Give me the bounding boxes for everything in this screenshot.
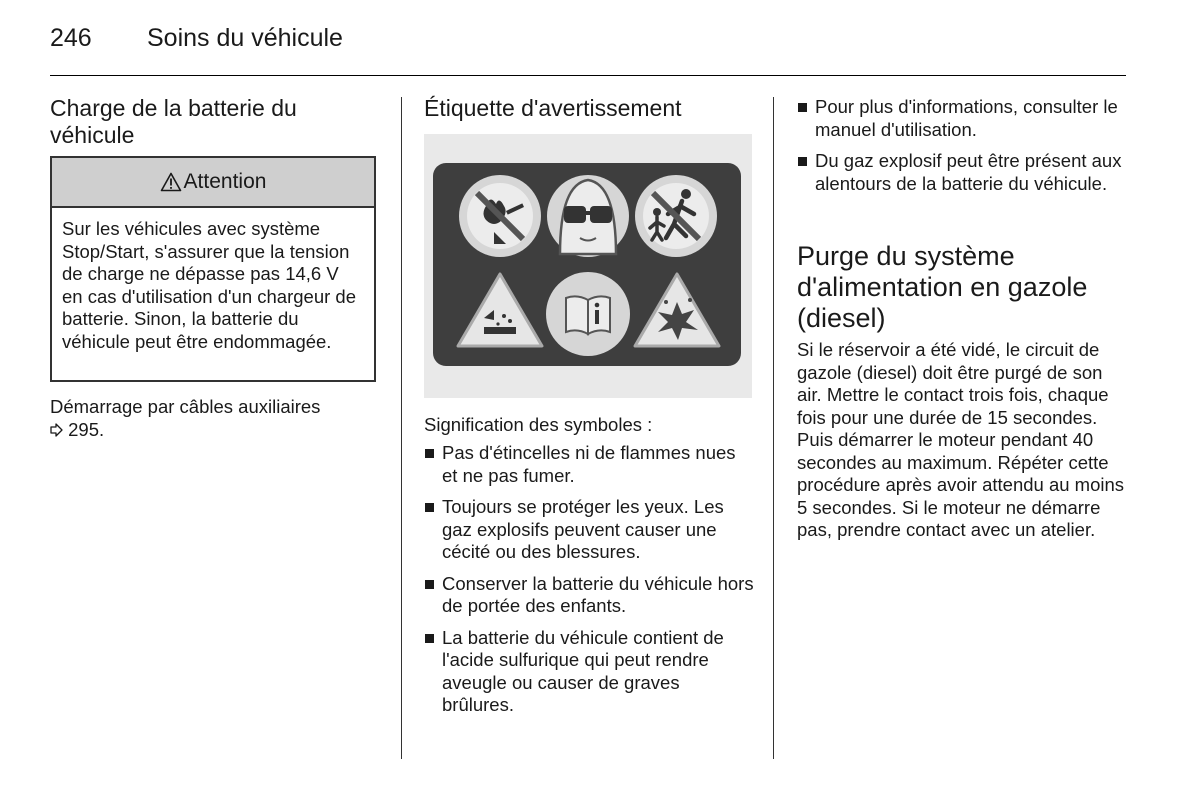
page-number: 246 — [50, 24, 92, 52]
attention-text: Sur les véhicules avec système Stop/Start, s'assurer que la tension de charge ne dépasse pas 14,6 V en cas d'utilisation d'un chargeur de batterie. Sinon, la batterie du véhicule peut être endommagée. — [62, 218, 357, 352]
bullet — [425, 634, 434, 643]
column-divider — [401, 97, 402, 759]
attention-box — [50, 156, 376, 382]
bullet — [425, 580, 434, 589]
list-item: Pour plus d'informations, consulter le manuel d'utilisation. — [797, 96, 1129, 141]
symbols-intro: Signification des symboles : — [424, 414, 653, 435]
symbols-list — [424, 442, 754, 726]
header-divider — [50, 75, 1126, 76]
read-manual-icon — [546, 272, 630, 356]
column-divider — [773, 97, 774, 759]
bullet — [425, 449, 434, 458]
jump-start-paragraph — [50, 396, 370, 441]
cross-reference-arrow-icon — [50, 423, 63, 437]
jump-start-text: Démarrage par câbles auxiliaires — [50, 396, 321, 417]
fuel-purge-text: Si le réservoir a été vidé, le circuit de gazole (diesel) doit être purgé de son air. Mettre le contact trois fois, chaque fois pour une durée de 15 secondes. Puis démarrer le moteur pendant 40 secondes au maximum. Répéter cette procédure après avoir attendu au moins 5 secondes. Si le moteur ne démarre pas, prendre contact avec un atelier. — [797, 339, 1125, 540]
warning-triangle-icon — [160, 172, 182, 192]
attention-title: Attention — [183, 170, 267, 193]
list-item: Du gaz explosif peut être présent aux alentours de la batterie du véhicule. — [797, 150, 1129, 195]
list-item: Conserver la batterie du véhicule hors de portée des enfants. — [424, 573, 754, 618]
list-item: Pas d'étincelles ni de flammes nues et ne pas fumer. — [424, 442, 754, 487]
no-flames-icon — [459, 175, 541, 257]
bullet — [798, 103, 807, 112]
attention-header — [52, 158, 374, 208]
warning-label-figure — [424, 134, 752, 398]
bullet — [425, 503, 434, 512]
list-item: La batterie du véhicule contient de l'acide sulfurique qui peut rendre aveugle ou causer de graves brûlures. — [424, 627, 754, 717]
fuel-purge-heading: Purge du système d'alimentation en gazole (diesel) — [797, 241, 1088, 333]
list-item: Toujours se protéger les yeux. Les gaz explosifs peuvent causer une cécité ou des blessures. — [424, 496, 754, 564]
eye-protection-icon — [547, 175, 629, 257]
info-list — [797, 96, 1129, 204]
section-title: Soins du véhicule — [147, 24, 343, 52]
bullet — [798, 157, 807, 166]
battery-charge-heading: Charge de la batterie du véhicule — [50, 95, 297, 148]
warning-label-heading: Étiquette d'avertissement — [424, 95, 682, 121]
jump-start-page-ref[interactable]: 295. — [68, 418, 105, 440]
keep-away-children-icon — [635, 175, 717, 257]
